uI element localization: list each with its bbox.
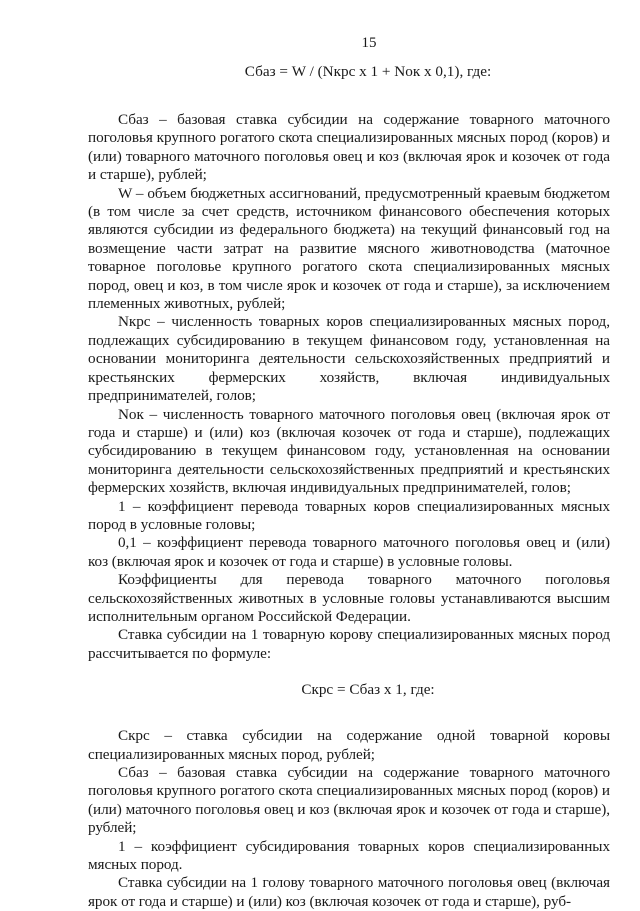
paragraph-subsidy-coefficient: 1 – коэффициент субсидирования товарных коров специализированных мясных пород.	[88, 837, 610, 874]
paragraph-coefficient-0-1: 0,1 – коэффициент перевода товарного маточного поголовья овец и (или) коз (включая ярок и козочек от года и старше) в условные головы.	[88, 534, 610, 570]
page-number: 15	[361, 35, 377, 51]
paragraph-cow-rate-intro: Ставка субсидии на 1 товарную корову специализированных мясных пород рассчитывается по формуле:	[88, 626, 610, 662]
paragraph-nkrs-definition: Nкрс – численность товарных коров специализированных мясных пород, подлежащих субсидированию в текущем финансовом году, установленная на основании мониторинга деятельности сельскохозяйственных предприятий и крестьянских фермерских хозяйств, включая индивидуальных предпринимателей, голов;	[88, 313, 610, 405]
paragraph-sheep-rate-intro: Ставка субсидии на 1 голову товарного маточного поголовья овец (включая ярок от года и старше) и (или) коз (включая козочек от года и старше), руб-	[88, 874, 610, 910]
paragraph-coefficient-1: 1 – коэффициент перевода товарных коров специализированных мясных пород в условные головы;	[88, 497, 610, 533]
document-page	[88, 34, 610, 911]
paragraph-sbaz-definition: Сбаз – базовая ставка субсидии на содержание товарного маточного поголовья крупного рогатого скота специализированных мясных пород (коров) и (или) товарного маточного поголовья овец и коз (включая ярок и козочек от года и старше), рублей;	[88, 111, 610, 184]
definitions-block-1	[88, 111, 610, 663]
paragraph-sbaz-definition-2: Сбаз – базовая ставка субсидии на содержание товарного маточного поголовья крупного рогатого скота специализированных мясных пород (коров) и (или) маточного поголовья овец и коз (включая ярок и козочек от года и старше), рублей;	[88, 764, 610, 837]
paragraph-coefficients-note: Коэффициенты для перевода товарного маточного поголовья сельскохозяйственных животных в условные головы устанавливаются высшим исполнительным органом Российской Федерации.	[88, 571, 610, 625]
formula-base-rate: Сбаз = W / (Nкрс x 1 + Nок x 0,1), где:	[244, 63, 492, 80]
definitions-block-2	[88, 727, 610, 911]
formula-cow-rate: Скрс = Сбаз x 1, где:	[301, 681, 435, 699]
paragraph-skrs-definition: Скрс – ставка субсидии на содержание одной товарной коровы специализированных мясных пород, рублей;	[88, 727, 610, 763]
paragraph-w-definition: W – объем бюджетных ассигнований, предусмотренный краевым бюджетом (в том числе за счет средств, источником финансового обеспечения которых являются субсидии из федерального бюджета) на текущий финансовый год на возмещение части затрат на развитие мясного животноводства (маточное товарное поголовье крупного рогатого скота специализированных мясных пород, овец и коз, в том числе ярок и козочек от года и старше), за исключением племенных животных, рублей;	[88, 184, 610, 313]
paragraph-nok-definition: Nок – численность товарного маточного поголовья овец (включая ярок от года и старше) и (или) коз (включая козочек от года и старше), подлежащих субсидированию в текущем финансовом году, установленная на основании мониторинга деятельности сельскохозяйственных предприятий и крестьянских фермерских хозяйств, включая индивидуальных предпринимателей, голов;	[88, 405, 610, 497]
